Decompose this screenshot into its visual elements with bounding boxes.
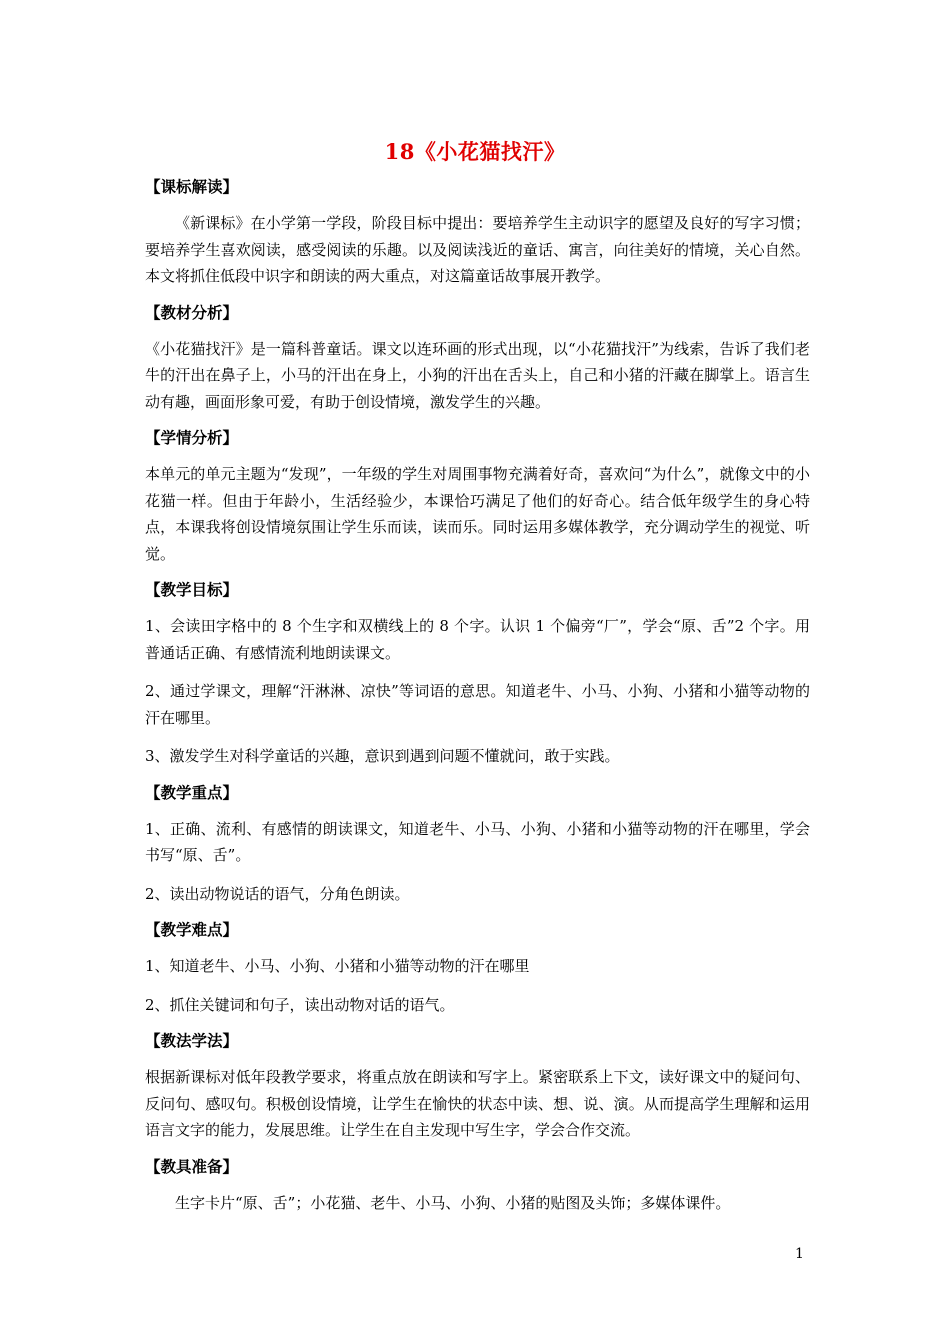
paragraph: 2、读出动物说话的语气，分角色朗读。 bbox=[145, 884, 410, 903]
section-heading: 【教学难点】 bbox=[145, 920, 239, 939]
section-heading: 【教具准备】 bbox=[145, 1156, 239, 1176]
paragraph: 1、正确、流利、有感情的朗读课文，知道老牛、小马、小狗、小猪和小猫等动物的汗在哪里，学会书写“原、舌”。 bbox=[145, 819, 810, 864]
section-heading: 【课标解读】 bbox=[145, 177, 239, 196]
paragraph: 2、通过学课文，理解“汗淋淋、凉快”等词语的意思。知道老牛、小马、小狗、小猪和小猫等动物的汗在哪里。 bbox=[145, 682, 810, 727]
section-curriculum-standard bbox=[145, 176, 810, 290]
paragraph: 根据新课标对低年段教学要求，将重点放在朗读和写字上。紧密联系上下文，读好课文中的疑问句、反问句、感叹句。积极创设情境，让学生在愉快的状态中读、想、说、演。从而提高学生理解和运用语言文字的能力，发展思维。让学生在自主发现中写生字，学会合作交流。 bbox=[145, 1068, 810, 1139]
section-teaching-aids bbox=[145, 1156, 810, 1217]
section-student-analysis bbox=[145, 427, 810, 567]
section-heading: 【教学目标】 bbox=[145, 580, 239, 599]
document-body bbox=[145, 176, 810, 1228]
paragraph: 3、激发学生对科学童话的兴趣，意识到遇到问题不懂就问，敢于实践。 bbox=[145, 747, 620, 765]
section-key-points bbox=[145, 782, 810, 908]
section-teaching-goals bbox=[145, 579, 810, 770]
section-heading: 【教法学法】 bbox=[145, 1031, 239, 1050]
section-teaching-methods bbox=[145, 1030, 810, 1144]
page-number: 1 bbox=[795, 1246, 804, 1262]
paragraph: 本单元的单元主题为“发现”，一年级的学生对周围事物充满着好奇，喜欢问“为什么”，就像文中的小花猫一样。但由于年龄小，生活经验少，本课恰巧满足了他们的好奇心。结合低年级学生的身心特点，本课我将创设情境氛围让学生乐而读，读而乐。同时运用多媒体教学，充分调动学生的视觉、听觉。 bbox=[145, 465, 810, 563]
section-heading: 【教学重点】 bbox=[145, 782, 239, 802]
section-heading: 【教材分析】 bbox=[145, 302, 239, 322]
paragraph: 《新课标》在小学第一学段，阶段目标中提出：要培养学生主动识字的愿望及良好的写字习惯；要培养学生喜欢阅读，感受阅读的乐趣。以及阅读浅近的童话、寓言，向往美好的情境，关心自然。本文将抓住低段中识字和朗读的两大重点，对这篇童话故事展开教学。 bbox=[145, 214, 810, 285]
paragraph: 《小花猫找汗》是一篇科普童话。课文以连环画的形式出现，以“小花猫找汗”为线索，告诉了我们老牛的汗出在鼻子上，小马的汗出在身上，小狗的汗出在舌头上，自己和小猪的汗藏在脚掌上。语言生动有趣，画面形象可爱，有助于创设情境，激发学生的兴趣。 bbox=[145, 339, 810, 411]
paragraph: 生字卡片“原、舌”；小花猫、老牛、小马、小狗、小猪的贴图及头饰；多媒体课件。 bbox=[175, 1193, 731, 1212]
paragraph: 1、知道老牛、小马、小狗、小猪和小猫等动物的汗在哪里 bbox=[145, 957, 530, 975]
section-heading: 【学情分析】 bbox=[145, 428, 239, 447]
section-textbook-analysis bbox=[145, 302, 810, 416]
section-difficult-points bbox=[145, 919, 810, 1018]
paragraph: 2、抓住关键词和句子，读出动物对话的语气。 bbox=[145, 995, 455, 1014]
document-title: 18《小花猫找汗》 bbox=[384, 139, 566, 164]
paragraph: 1、会读田字格中的 8 个生字和双横线上的 8 个字。认识 1 个偏旁“厂”，学会“原、舌”2 个字。用普通话正确、有感情流利地朗读课文。 bbox=[145, 617, 810, 662]
